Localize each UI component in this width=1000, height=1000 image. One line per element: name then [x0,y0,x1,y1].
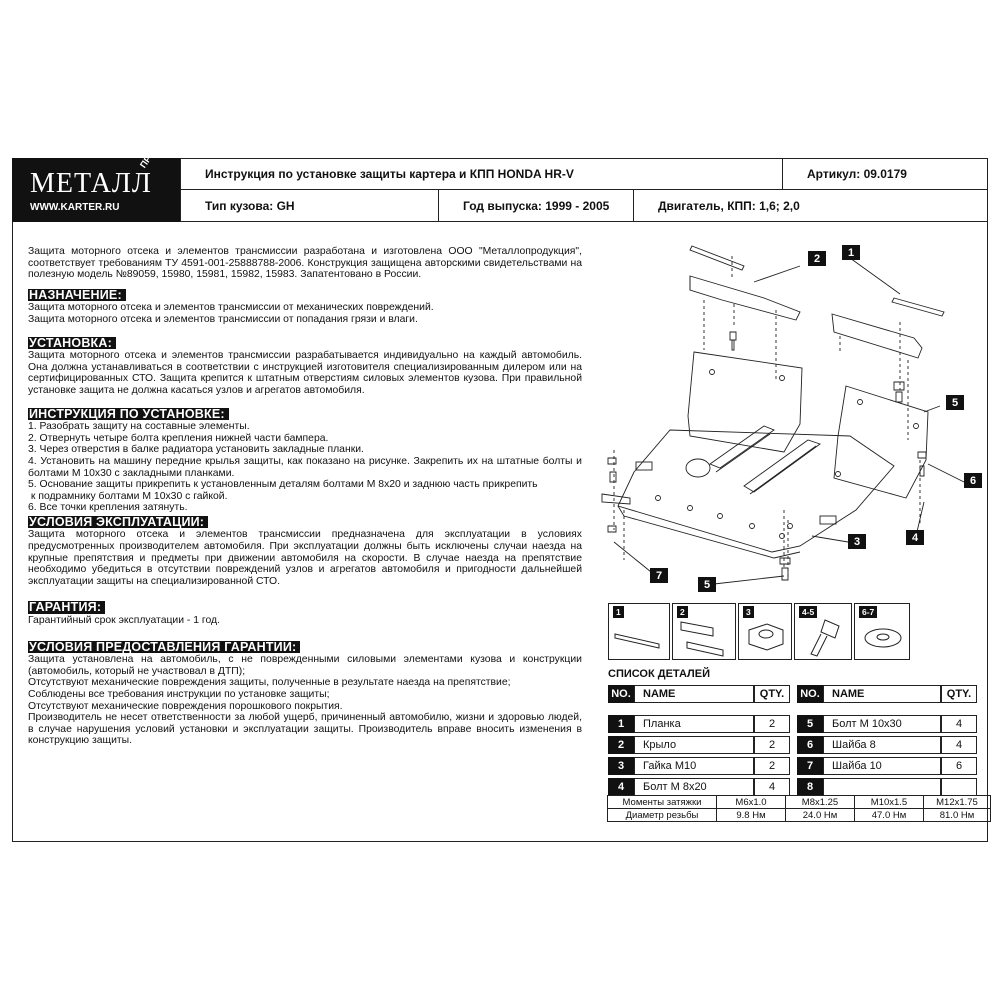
assembly-diagram [594,240,984,595]
instructions-column [28,246,582,747]
warranty-term: Производитель не несет ответственности за любой ущерб, причиненный автомобилю, жизни и здоровью людей, в случае нарушения условий установки и эксплуатации защиты. Производитель вправе вносить изменения в конструкцию защиты. [28,712,582,747]
warranty-term: Защита установлена на автомобиль, с не поврежденными силовыми элементами кузова и конструкции (автомобиль, который не участвовал в ДТП); [28,654,582,677]
assembly-drawing [594,240,984,595]
table-row: 3 Гайка М10 2 [608,757,790,775]
callout-2: 2 [808,251,826,266]
engine: Двигатель, КПП: 1,6; 2,0 [633,189,988,222]
years: Год выпуска: 1999 - 2005 [438,189,634,222]
part-icon-strip: 1 [608,603,670,660]
table-row: Моменты затяжки М6х1.0 М8х1.25 М10х1.5 М12х1.75 [608,796,991,809]
table-header: NO. NAME QTY. [797,685,977,703]
warranty-term: Соблюдены все требования инструкции по установке защиты; [28,689,330,700]
table-row: Диаметр резьбы 9.8 Нм 24.0 Нм 47.0 Нм 81.0 Нм [608,809,991,822]
step-line: 2. Отвернуть четыре болта крепления нижней части бампера. [28,432,329,444]
table-row: 2 Крыло 2 [608,736,790,754]
purpose-heading: НАЗНАЧЕНИЕ: [28,289,126,302]
brand-logo [12,117,180,222]
step-line: 6. Все точки крепления затянуть. [28,502,188,514]
parts-list-title: СПИСОК ДЕТАЛЕЙ [608,668,710,680]
purpose-line: Защита моторного отсека и элементов трансмиссии от попадания грязи и влаги. [28,313,418,325]
callout-5: 5 [946,395,964,410]
step-line: 1. Разобрать защиту на составные элементы. [28,421,250,433]
part-icon-wing: 2 [672,603,736,660]
step-line: 4. Установить на машину передние крылья защиты, как показано на рисунке. Закрепить их на штатные болты и болтами М 10х30 с закладными планками. [28,455,582,479]
parts-table-right [797,682,977,799]
torque-table [607,795,991,822]
part-icon-nut: 3 [738,603,792,660]
warranty-term: Отсутствуют механические повреждения порошкового покрытия. [28,700,343,712]
body-type: Тип кузова: GH [180,189,439,222]
step-line: к подрамнику болтами М 10х30 с гайкой. [28,490,228,502]
instructions-heading: ИНСТРУКЦИЯ ПО УСТАНОВКЕ: [28,408,229,421]
warranty-text: Гарантийный срок эксплуатации - 1 год. [28,615,220,627]
part-icon-bolt: 4-5 [794,603,852,660]
table-row: 4 Болт М 8х20 4 [608,778,790,796]
warranty-term: Отсутствуют механические повреждения защиты, полученные в результате наезда на препятствие; [28,677,511,689]
warranty-heading: ГАРАНТИЯ: [28,601,105,614]
part-icon-washer: 6-7 [854,603,910,660]
intro-text: Защита моторного отсека и элементов трансмиссии разработана и изготовлена ООО "Металлопродукция", соответствует требованиям ТУ 4591-001-25888788-2006. Конструкция защищена авторскими свидетельствами на полезную модель №89059, 15980, 15981, 15982, 15983. Запатентовано в России. [28,246,582,281]
conditions-heading: УСЛОВИЯ ЭКСПЛУАТАЦИИ: [28,516,208,529]
table-row: 1 Планка 2 [608,715,790,733]
table-row: 7 Шайба 10 6 [797,757,977,775]
install-heading: УСТАНОВКА: [28,337,116,350]
warranty-terms-heading: УСЛОВИЯ ПРЕДОСТАВЛЕНИЯ ГАРАНТИИ: [28,641,300,654]
logo-side-text: ПРОДУКЦИЯ [138,117,179,170]
callout-6: 6 [964,473,982,488]
logo-url: WWW.KARTER.RU [30,202,120,213]
install-text: Защита моторного отсека и элементов трансмиссии разрабатывается индивидуально на каждый автомобиль. Она должна устанавливаться в соответствии с инструкцией изготовителя специализированным дилером или на сертифицированных СТО. Защита крепится к штатным отверстиям силовых элементов кузова. При правильной установке защита не должна касаться узлов и агрегатов автомобиля. [28,350,582,396]
conditions-text: Защита моторного отсека и элементов трансмиссии предназначена для эксплуатации в условиях предусмотренных производителем автомобиля. При эксплуатации должны быть исключены случаи наезда на крупные препятствия и предметы при движении автомобиля на скорости. В случае наезда на препятствие необходимо убедиться в отсутствии повреждений узлов и агрегатов автомобиля и пригодности дальнейшей эксплуатации защиты на специализированной СТО. [28,529,582,587]
step-line: 5. Основание защиты прикрепить к установленным деталям болтами М 8х20 и заднюю часть прикрепить [28,479,538,491]
parts-icons [608,603,910,660]
parts-table-left [608,682,790,799]
logo-text: МЕТАЛЛ [30,168,152,199]
callout-4: 4 [906,530,924,545]
step-line: 3. Через отверстия в балке радиатора установить закладные планки. [28,444,364,456]
table-row: 6 Шайба 8 4 [797,736,977,754]
callout-7: 7 [650,568,668,583]
table-row: 8 [797,778,977,796]
callout-5b: 5 [698,577,716,592]
callout-1: 1 [842,245,860,260]
table-header: NO. NAME QTY. [608,685,790,703]
article-number: Артикул: 09.0179 [782,158,988,190]
callout-3: 3 [848,534,866,549]
purpose-line: Защита моторного отсека и элементов трансмиссии от механических повреждений. [28,302,434,314]
doc-title: Инструкция по установке защиты картера и КПП HONDA HR-V [180,158,783,190]
table-row: 5 Болт М 10х30 4 [797,715,977,733]
